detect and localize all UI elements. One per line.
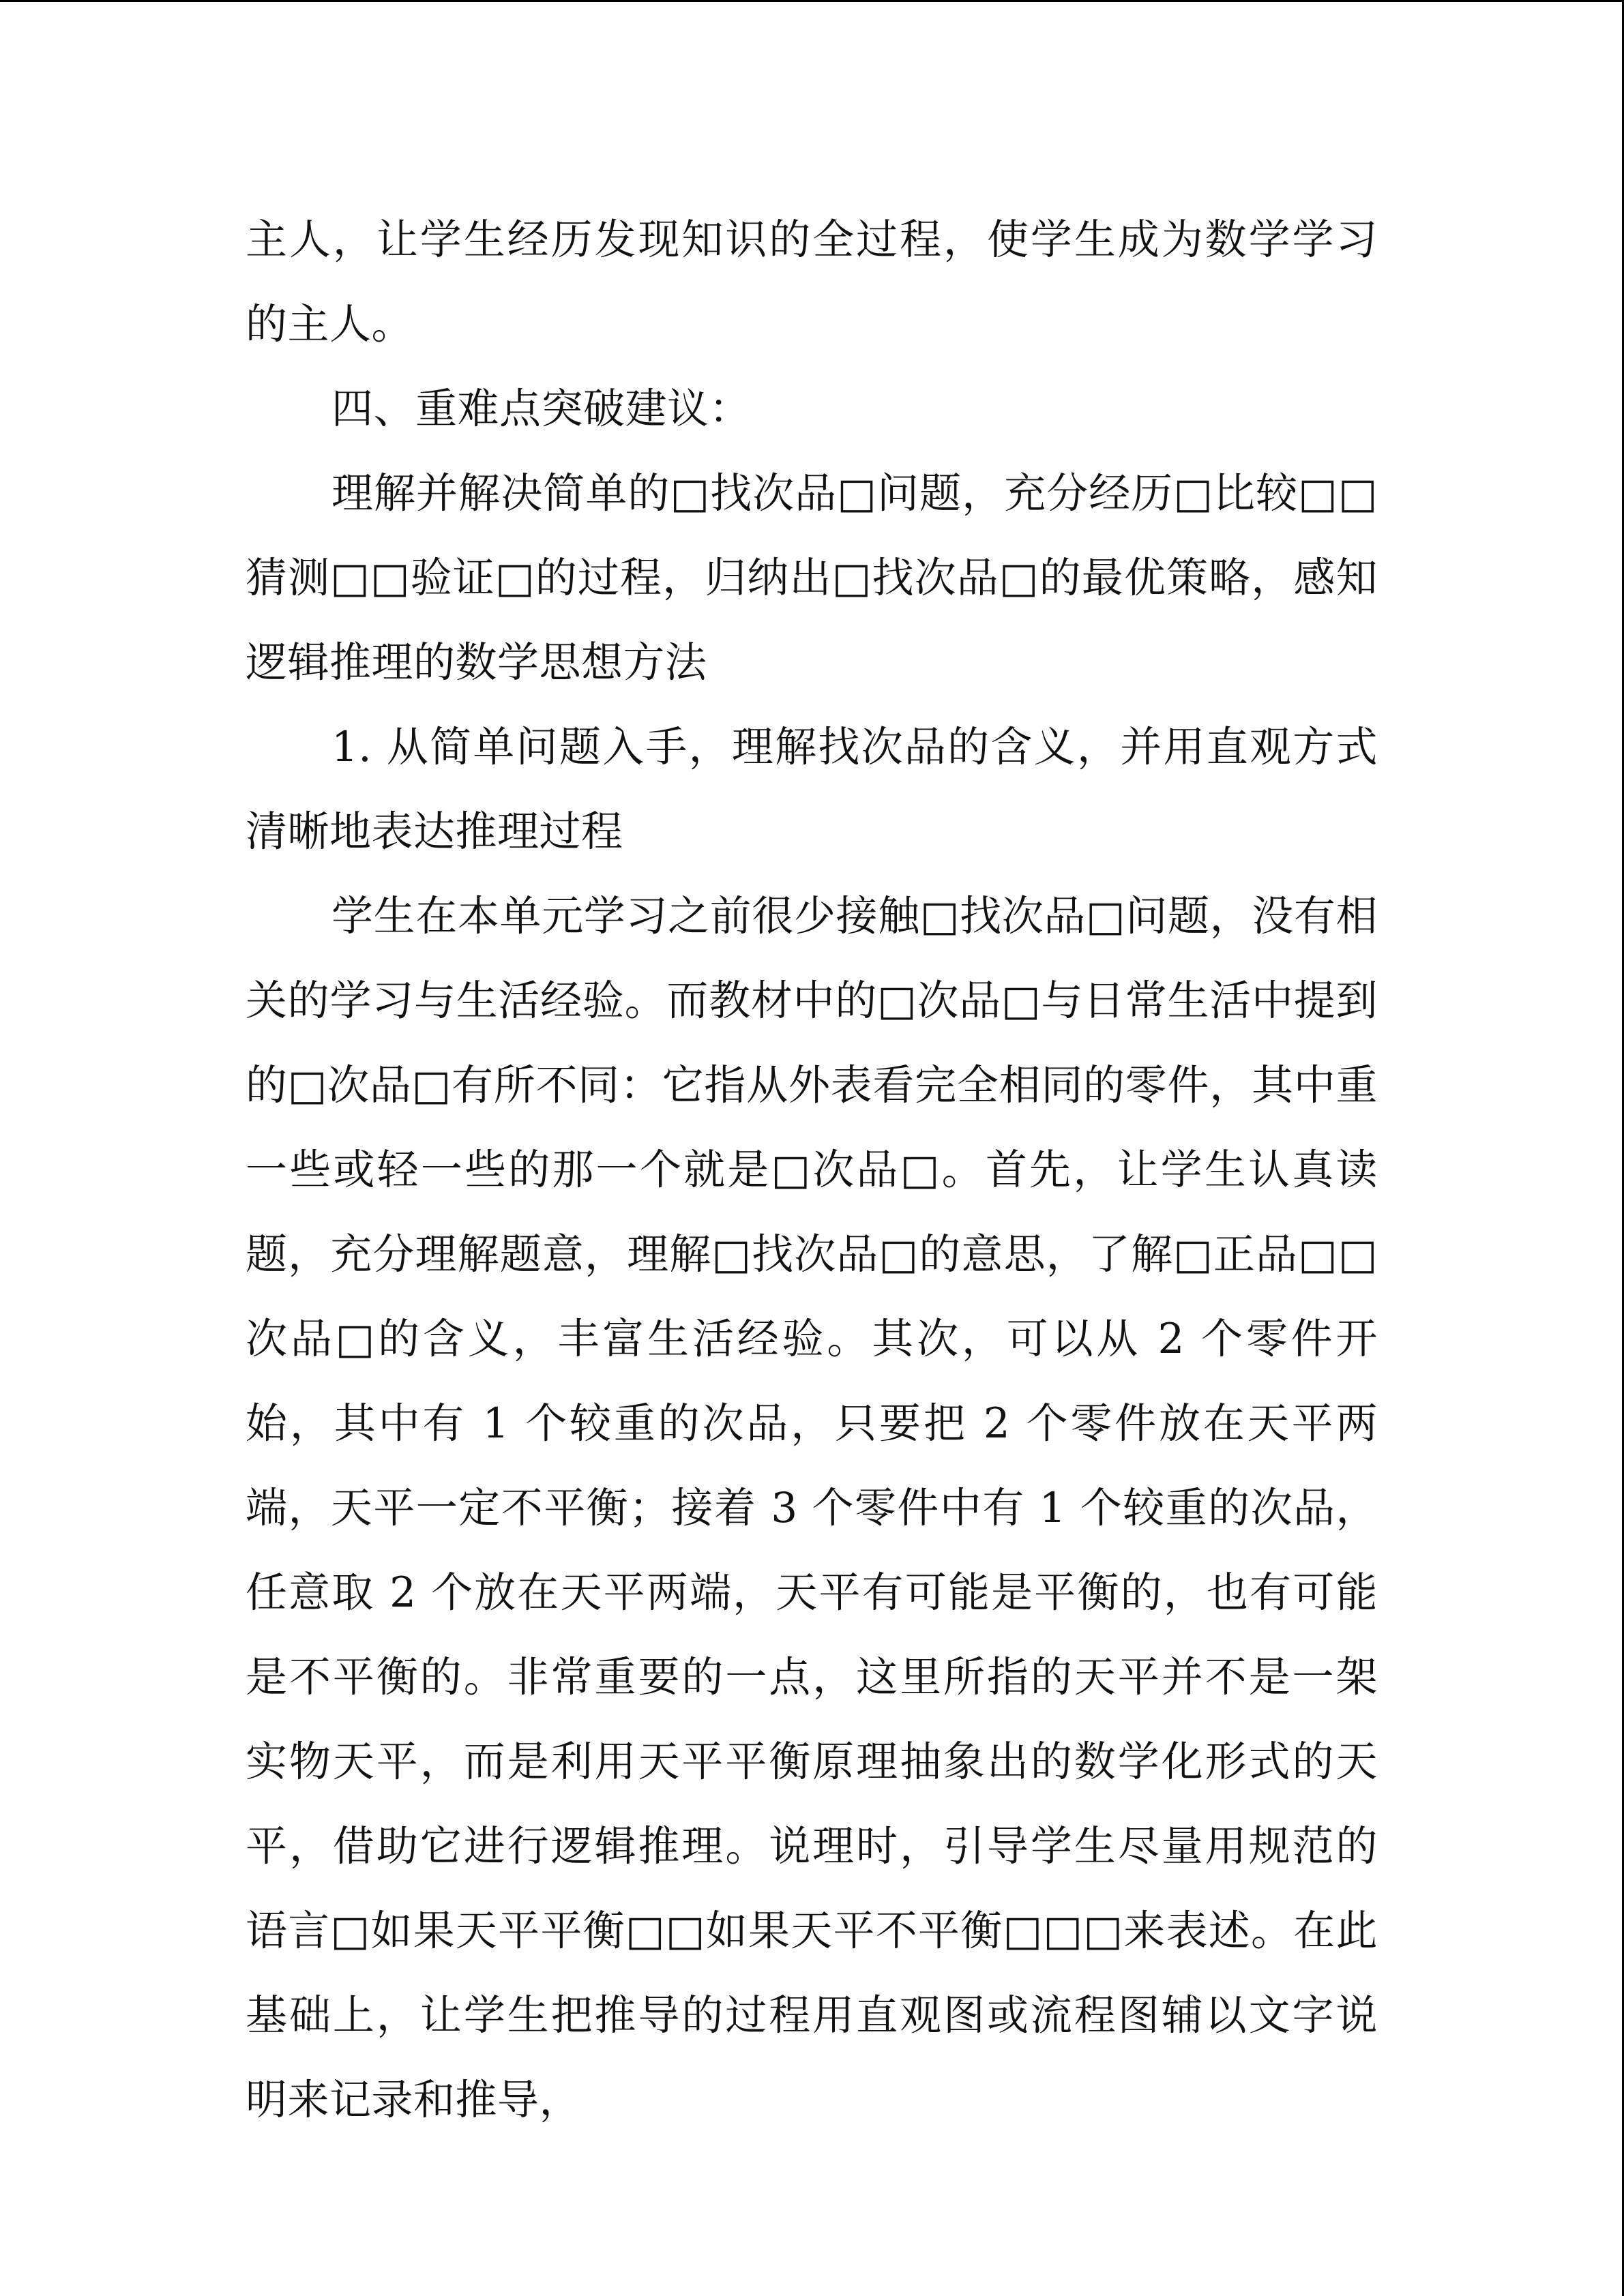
document-paragraph-main-explanation: 学生在本单元学习之前很少接触□找次品□问题，没有相关的学习与生活经验。而教材中的□次品□与日常生活中提到的□次品□有所不同：它指从外表看完全相同的零件，其中重一些或轻一些的那一个就是□次品□。首先，让学生认真读题，充分理解题意，理解□找次品□的意思，了解□正品□□次品□的含义，丰富生活经验。其次，可以从 2 个零件开始，其中有 1 个较重的次品，只要把 2 个零件放在天平两端，天平一定不平衡；接着 3 个零件中有 1 个较重的次品，任意取 2 个放在天平两端，天平有可能是平衡的，也有可能是不平衡的。非常重要的一点，这里所指的天平并不是一架实物天平，而是利用天平平衡原理抽象出的数学化形式的天平，借助它进行逻辑推理。说理时，引导学生尽量用规范的语言□如果天平平衡□□如果天平不平衡□□□来表述。在此基础上，让学生把推导的过程用直观图或流程图辅以文字说明来记录和推导， [246,892,1378,2124]
subheading-simple-problem-approach: 1. 从简单问题入手，理解找次品的含义，并用直观方式清晰地表达推理过程 [246,723,1378,856]
document-paragraph-continued-text: 主人，让学生经历发现知识的全过程，使学生成为数学学习的主人。 [246,215,1378,348]
page-top-border [0,0,1624,2]
document-paragraph-objective: 理解并解决简单的□找次品□问题，充分经历□比较□□猜测□□验证□的过程，归纳出□找次品□的最优策略，感知逻辑推理的数学思想方法 [246,469,1378,687]
section-heading-key-difficulty-suggestions: 四、重难点突破建议： [331,385,752,433]
document-page-content [246,198,1378,2143]
